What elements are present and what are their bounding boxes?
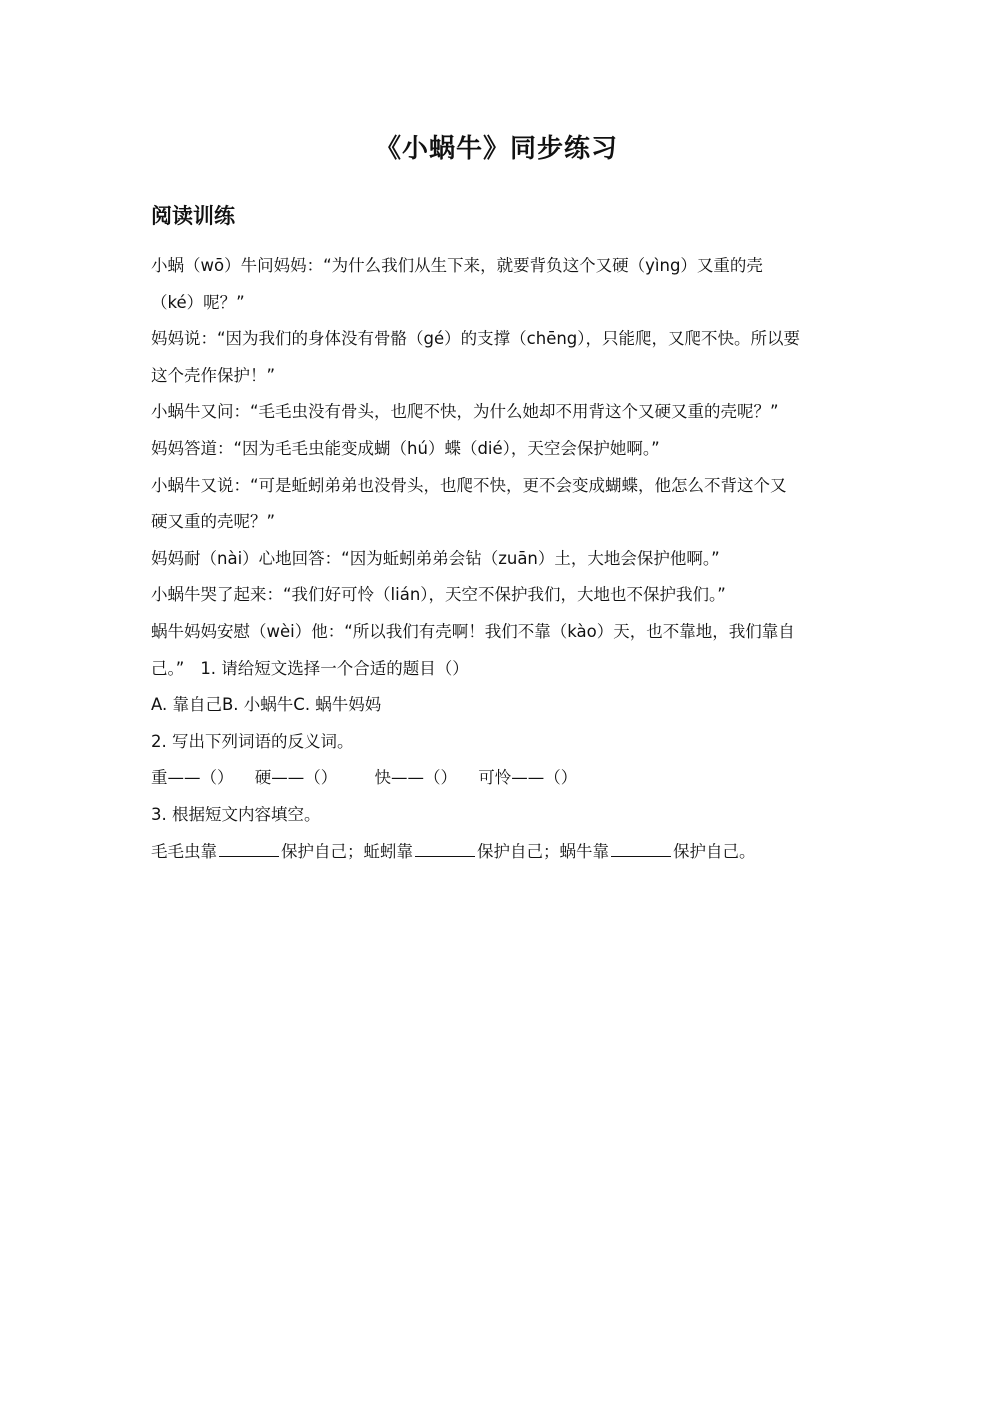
question-1-options: A. 靠自己B. 小蜗牛C. 蜗牛妈妈 — [151, 695, 382, 715]
passage-line: 蜗牛妈妈安慰（wèi）他：“所以我们有壳啊！我们不靠（kào）天，也不靠地，我们靠自 — [151, 621, 795, 641]
page-title: 《小蜗牛》同步练习 — [374, 134, 618, 164]
question-2-items — [151, 760, 851, 797]
antonym-item: 硬——（） — [254, 768, 338, 788]
fill-text: 毛毛虫靠 — [151, 841, 217, 861]
passage-final-line — [151, 651, 851, 688]
passage-line: （ké）呢？” — [151, 292, 245, 312]
passage-line: 小蜗牛哭了起来：“我们好可怜（lián），天空不保护我们，大地也不保护我们。” — [151, 585, 726, 605]
answer-blank[interactable] — [415, 838, 475, 857]
fill-text: 保护自己；蜗牛靠 — [477, 841, 609, 861]
answer-blank[interactable] — [611, 838, 671, 857]
section-heading: 阅读训练 — [151, 203, 235, 228]
passage-line: 这个壳作保护！” — [151, 365, 276, 385]
passage-line: 妈妈说：“因为我们的身体没有骨骼（gé）的支撑（chēng），只能爬，又爬不快。所以要 — [151, 329, 801, 349]
fill-text: 保护自己。 — [673, 841, 756, 861]
passage-line: 妈妈耐（nài）心地回答：“因为蚯蚓弟弟会钻（zuān）土，大地会保护他啊。” — [151, 548, 720, 568]
passage-line: 小蜗牛又问：“毛毛虫没有骨头，也爬不快，为什么她却不用背这个又硬又重的壳呢？” — [151, 402, 779, 422]
question-3-prompt: 3. 根据短文内容填空。 — [151, 804, 321, 824]
fill-text: 保护自己；蚯蚓靠 — [281, 841, 413, 861]
antonym-item: 重——（） — [151, 768, 234, 788]
document-body — [151, 248, 851, 870]
question-1-prompt: 1. 请给短文选择一个合适的题目（） — [200, 658, 469, 678]
question-3-fill — [151, 834, 851, 871]
passage-line: 小蜗牛又说：“可是蚯蚓弟弟也没骨头，也爬不快，更不会变成蝴蝶，他怎么不背这个又 — [151, 475, 787, 495]
passage-line: 妈妈答道：“因为毛毛虫能变成蝴（hú）蝶（dié），天空会保护她啊。” — [151, 438, 660, 458]
passage-line: 小蜗（wō）牛问妈妈：“为什么我们从生下来，就要背负这个又硬（yìng）又重的壳 — [151, 256, 763, 275]
antonym-item: 可怜——（） — [478, 768, 578, 788]
antonym-item: 快——（） — [374, 768, 457, 788]
passage-line: 硬又重的壳呢？” — [151, 512, 276, 532]
question-2-prompt: 2. 写出下列词语的反义词。 — [151, 731, 354, 751]
answer-blank[interactable] — [219, 838, 279, 857]
passage-end: 己。” — [151, 658, 185, 678]
